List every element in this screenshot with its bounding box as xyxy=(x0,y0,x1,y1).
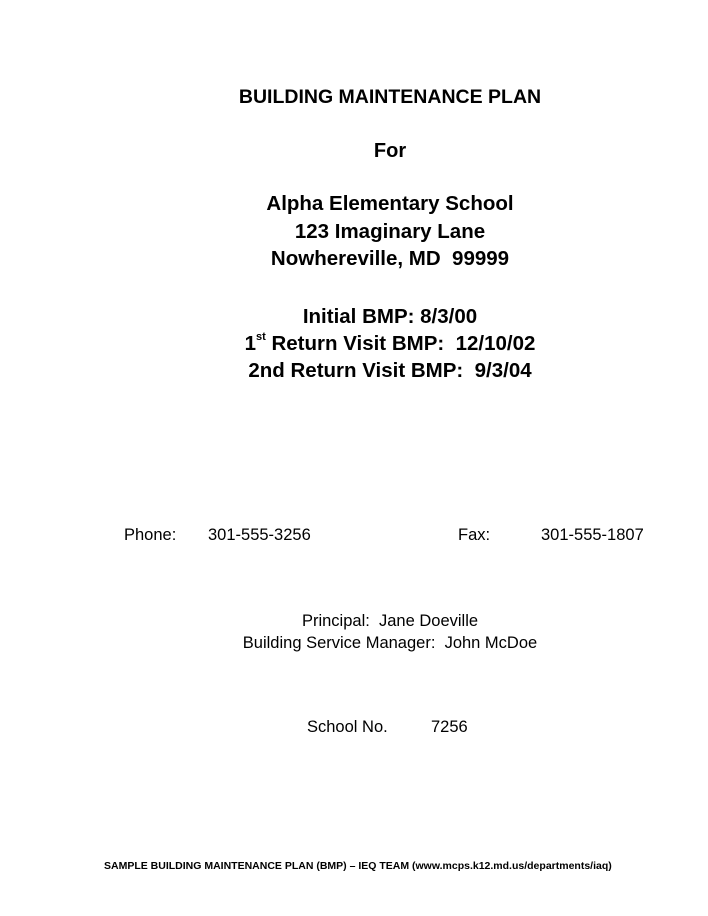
school-address-line2: Nowhereville, MD 99999 xyxy=(270,247,510,270)
for-label: For xyxy=(373,140,407,162)
school-address-line1: 123 Imaginary Lane xyxy=(294,219,486,243)
school-number-label: School No. xyxy=(307,718,388,736)
initial-bmp-date: Initial BMP: 8/3/00 xyxy=(302,305,478,328)
principal-name: Principal: Jane Doeville xyxy=(301,612,479,630)
staff-info xyxy=(80,610,700,654)
second-return-bmp-date: 2nd Return Visit BMP: 9/3/04 xyxy=(248,359,532,382)
first-return-rest: Return Visit BMP: 12/10/02 xyxy=(265,332,536,355)
fax-value: 301-555-1807 xyxy=(541,526,644,544)
phone-label: Phone: xyxy=(124,526,177,544)
fax-label: Fax: xyxy=(458,526,491,544)
building-service-manager-name: Building Service Manager: John McDoe xyxy=(242,634,538,652)
school-info xyxy=(80,190,700,273)
school-number-value: 7256 xyxy=(431,718,468,736)
document-title: BUILDING MAINTENANCE PLAN xyxy=(238,86,542,108)
first-return-bmp-date xyxy=(80,330,700,357)
first-return-superscript: st xyxy=(255,331,266,344)
first-return-prefix: 1 xyxy=(244,332,256,355)
page-footer: SAMPLE BUILDING MAINTENANCE PLAN (BMP) – IEQ TEAM (www.mcps.k12.md.us/departments/iaq) xyxy=(104,860,612,872)
school-name: Alpha Elementary School xyxy=(266,192,514,215)
bmp-dates xyxy=(80,303,700,384)
school-number-row xyxy=(0,716,708,738)
phone-value: 301-555-3256 xyxy=(208,526,311,544)
